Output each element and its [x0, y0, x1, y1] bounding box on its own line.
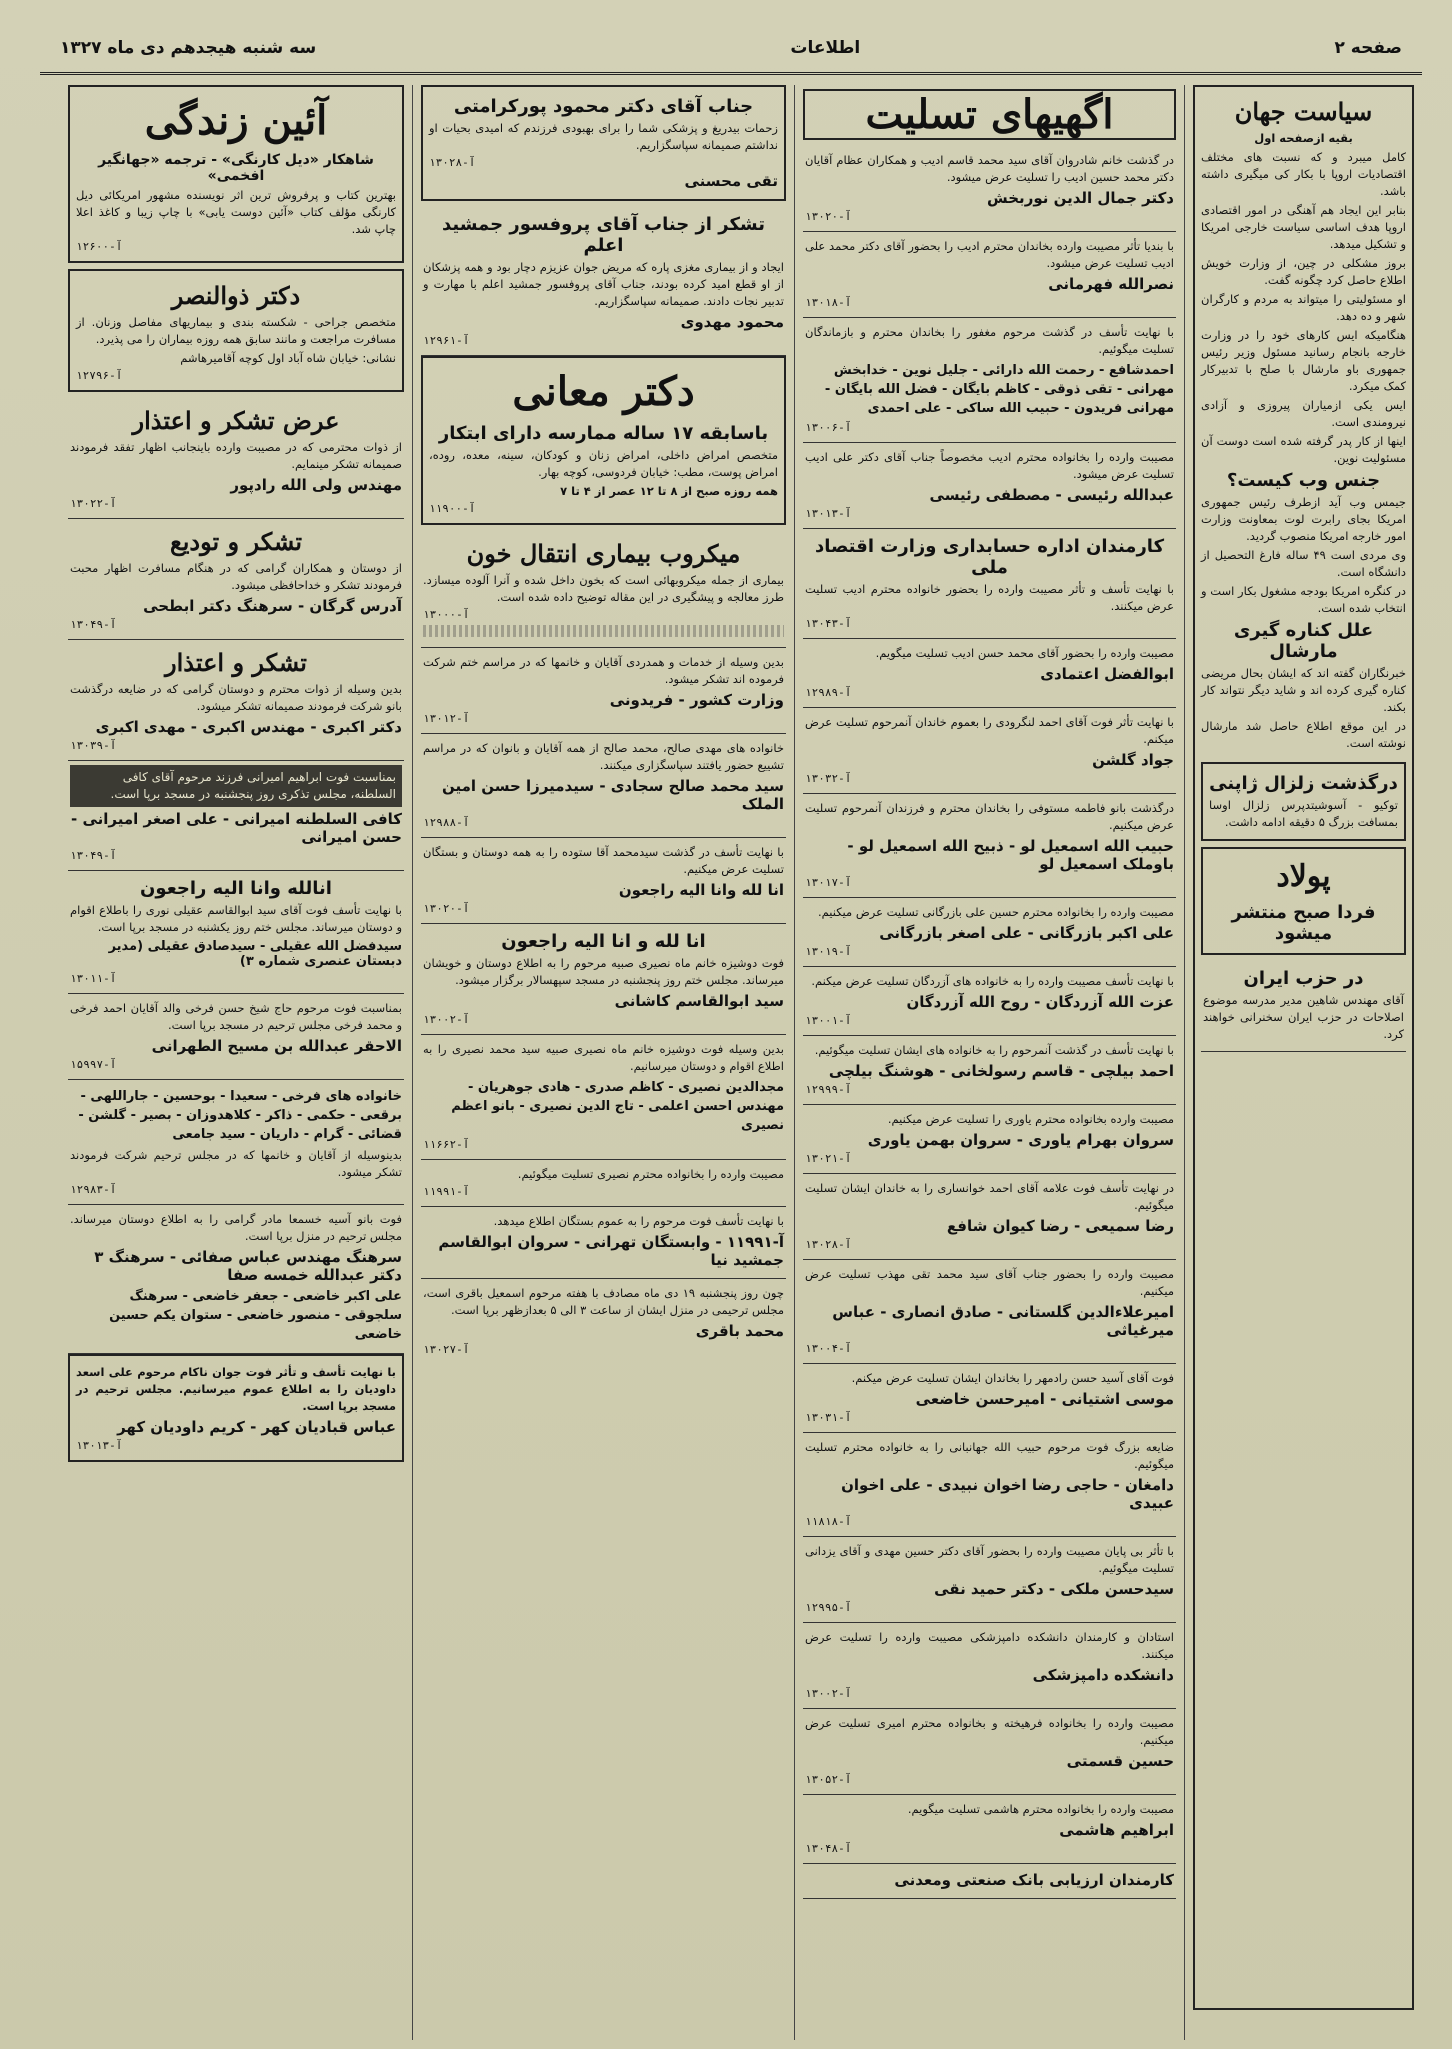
ad-text: درگذشت بانو فاطمه مستوفی را بخاندان محترم و فرزندان آنمرحوم تسلیت عرض میکنیم. — [805, 801, 1174, 832]
ad-text: با نهایت تأسف در گذشت مرحوم مغفور را بخاندان محترم و بازماندگان تسلیت میگوئیم. — [805, 325, 1174, 356]
ad-signature: احمد بیلچی - قاسم رسولخانی - هوشنگ بیلچی — [828, 1062, 1174, 1080]
news-box-pulad — [1201, 847, 1406, 955]
ad-code: آ-۱۳۰۴۹ — [70, 849, 117, 862]
ad-text: مصیبت وارده را بخانواده فرهیخته و بخانواده محترم امیری تسلیت عرض میکنیم. — [805, 1716, 1174, 1747]
ad-tehrani — [421, 1207, 786, 1279]
condolence-ad — [803, 1795, 1176, 1864]
condolence-ad — [803, 1174, 1176, 1260]
ad-code: آ-۱۳۰۰۱ — [805, 1014, 852, 1027]
ad-code: آ-۱۳۰۰۰ — [423, 608, 470, 621]
ad-signature: عبدالله رئیسی - مصطفی رئیسی — [929, 486, 1174, 504]
ad-signature: نصرالله فهرمانی — [1048, 275, 1174, 293]
ad-title: انا لله و انا الیه راجعون — [501, 931, 706, 952]
ad-title: خانواده های فرخی - سعیدا - بوحسین - جاراللهی - برقعی - حکمی - ذاکر - کلاهدوزان - بصیر - گلشن - قضائی - گرام - داریان - سید جامعی — [78, 1089, 402, 1142]
continued-note: بقیه ازصفحه اول — [1254, 131, 1353, 145]
world-politics-box — [1193, 85, 1414, 2010]
ad-code: آ-۱۳۰۱۹ — [805, 945, 852, 958]
ad-code: آ-۱۳۰۲۱ — [805, 1152, 852, 1165]
ad-code: آ-۱۲۹۹۵ — [805, 1601, 852, 1614]
ad-signature: سیدحسن ملکی - دکتر حمید نقی — [934, 1580, 1174, 1598]
ad-families-list — [68, 1080, 404, 1205]
column-world-politics — [1184, 85, 1422, 2040]
paragraph: بروز مشکلی در چین، از وزارت خویش اطلاع حاصل کرد چگونه گفت. — [1201, 256, 1406, 287]
ad-signature: ابراهیم هاشمی — [1059, 1821, 1174, 1839]
ad-code: آ-۱۳۰۳۹ — [70, 739, 117, 752]
ad-text: مصیبت وارده را بخانواده محترم نصیری تسلیت میگوئیم. — [517, 1167, 784, 1181]
paper-name: اطلاعات — [790, 38, 861, 58]
ad-title: میکروب بیماری انتقال خون — [466, 539, 741, 568]
paragraph: بنابر این ایجاد هم آهنگی در امور اقتصادی اروپا هدف اساسی سیاست خارجی امریکا و تشکیل میدهد. — [1201, 203, 1406, 251]
ad-text: با نهایت تأسف فوت مرحوم را به عموم بستگان اطلاع میدهد. — [493, 1214, 784, 1228]
paragraph: در این موقع اطلاع حاصل شد مارشال نوشته است. — [1201, 719, 1406, 750]
ad-signature: دامغان - حاجی رضا اخوان نبیدی - علی اخوان عبیدی — [841, 1476, 1174, 1512]
ad-safai — [68, 1205, 404, 1354]
paragraph: اینها از کار پدر گرفته شده است دوست آن مسئولیت نوین. — [1201, 434, 1406, 465]
box-text: آقای مهندس شاهین مدیر مدرسه موضوع اصلاحات در حزب ایران سخنرانی خواهند کرد. — [1203, 993, 1404, 1041]
ad-signature: سرهنگ مهندس عباس صفائی - سرهنگ ۳ دکتر عبدالله خمسه صفا — [94, 1248, 402, 1284]
condolence-ad — [803, 443, 1176, 529]
ad-names: علی اکبر خاضعی - جعفر خاضعی - سرهنگ سلجوقی - منصور خاضعی - ستوان یکم حسین خاضعی — [109, 1289, 402, 1342]
ad-text: بدین وسیله از خدمات و همدردی آقایان و خانمها که در مراسم ختم شرکت فرموده اند تشکر میشود. — [423, 655, 784, 686]
ad-signature: عزت الله آزردگان - روح الله آزردگان — [906, 993, 1174, 1011]
ad-address: نشانی: خیابان شاه آباد اول کوچه آقامیرهاشم — [180, 351, 396, 365]
ad-code: آ-۱۲۹۸۹ — [805, 686, 852, 699]
paragraph: او مسئولیتی را میتواند به مردم و کارگران شهر و ده دهد. — [1201, 292, 1406, 323]
ad-text: از ذوات محترمی که در مصیبت وارده باینجانب اظهار تفقد فرمودند صمیمانه تشکر مینمایم. — [70, 440, 402, 471]
ad-obituary — [421, 924, 786, 1035]
ad-code: آ-۱۳۰۱۳ — [805, 507, 852, 520]
ad-text: بدین وسیله فوت دوشیزه خانم ماه نصیری صبیه سید محمد نصیری را به اطلاع اقوام و دوستان میرسانیم. — [423, 1042, 784, 1073]
ad-signature: محمد باقری — [695, 1322, 784, 1340]
condolence-ad — [803, 1260, 1176, 1364]
ad-text: با بندیا تأثر مصیبت وارده بخاندان محترم ادیب را بحضور آقای دکتر محمد علی ادیب تسلیت عرض میشود. — [805, 239, 1174, 270]
news-box-party — [1201, 961, 1406, 1052]
ad-signature: سیدفضل الله عقیلی - سیدصادق عقیلی (مدیر دبستان عنصری شماره ۳) — [108, 939, 402, 969]
condolence-ad — [803, 1623, 1176, 1709]
ad-families — [421, 734, 786, 838]
ad-code: آ-۱۳۰۰۲ — [805, 1687, 852, 1700]
ad-title: تشکر از جناب آقای پروفسور جمشید اعلم — [442, 214, 765, 256]
ad-farewell — [68, 519, 404, 640]
box-title: پولاد — [1276, 859, 1331, 894]
paragraph: کامل میبرد و که نسبت های مختلف اقتصادیات اروپا با بکار کی میگیری داشته باشد. — [1201, 150, 1406, 198]
ad-title: آئین زندگی — [144, 97, 328, 144]
column-middle — [412, 85, 794, 2040]
ad-text: با نهایت تأسف در گذشت آنمرحوم را به خانواده های ایشان تسلیت میگوئیم. — [814, 1043, 1174, 1057]
ad-code: آ-۱۳۰۰۶ — [805, 421, 852, 434]
ad-text: مصیبت وارده را بحضور آقای محمد حسن ادیب تسلیت میگویم. — [875, 646, 1174, 660]
ad-doctor-maani — [421, 356, 786, 525]
ad-short — [421, 1160, 786, 1207]
ad-text: در نهایت تأسف فوت علامه آقای احمد خوانساری را به خاندان ایشان تسلیت میگوئیم. — [805, 1181, 1174, 1212]
ad-signature: دکتر جمال الدین نوربخش — [987, 189, 1174, 207]
ad-signature: مهندس ولی الله رادپور — [230, 476, 402, 494]
condolence-ad — [803, 146, 1176, 232]
ad-code: آ-۱۳۰۱۸ — [805, 296, 852, 309]
ad-text: فوت آقای آسید حسن رادمهر را بخاندان ایشان تسلیت عرض میکنم. — [851, 1371, 1174, 1385]
ad-text: مصیبت وارده را بحضور جناب آقای سید محمد تقی مهذب تسلیت عرض میکنیم. — [805, 1267, 1174, 1298]
ad-signature: ابوالفضل اعتمادی — [1040, 665, 1174, 683]
ad-signature: موسی اشتیانی - امیرحسن خاضعی — [915, 1390, 1174, 1408]
condolence-ad — [803, 967, 1176, 1036]
ad-title: انالله وانا الیه راجعون — [140, 878, 332, 899]
ad-code: آ-۱۳۰۲۲ — [70, 497, 117, 510]
ad-code: آ-۱۳۰۱۱ — [70, 972, 117, 985]
condolence-ad — [803, 1364, 1176, 1433]
ad-signature: حسین قسمتی — [1066, 1752, 1174, 1770]
ad-thanks-1 — [68, 398, 404, 519]
ad-text: فوت بانو آسیه خسمعا مادر گرامی را به اطلاع دوستان میرساند. مجلس ترحیم در منزل برپا است. — [70, 1212, 402, 1243]
ad-signature: سید محمد صالح سجادی - سیدمیرزا حسن امین الملک — [441, 777, 784, 813]
ad-text: بمناسبت فوت ابراهیم امیرانی فرزند مرحوم آقای کافی السلطنه، مجلس تذکری روز پنجشنبه در مسجد برپا است. — [70, 765, 402, 807]
ad-signature: محمود مهدوی — [680, 313, 784, 331]
ad-signature: کافی السلطنه امیرانی - علی اصغر امیرانی - حسن امیرانی — [71, 810, 402, 846]
ad-davoodian — [68, 1354, 404, 1462]
ad-hours: همه روزه صبح از ۸ تا ۱۲ عصر از ۴ تا ۷ — [560, 484, 778, 498]
paragraph: جیمس وب آید ازطرف رئیس جمهوری امریکا بجای رابرت لوت بمعاونت وزارت امور خارجه امریکا منصوب گردید. — [1201, 495, 1406, 543]
ad-text: بیماری از جمله میکروبهائی است که بخون داخل شده و آنرا آلوده میسازد. طرز معالجه و پیشگیری در این مقاله توضیح داده شده است. — [423, 573, 784, 604]
ad-names: احمدشافع - رحمت الله دارائی - جلیل نوین - خدابخش مهرانی - تقی ذوقی - کاظم بایگان - فضل الله بایگان - مهرانی فریدون - حبیب الله ساکی - علی احمدی — [824, 363, 1174, 416]
ad-text: با نهایت تأسف و تأثر مصیبت وارده را بحضور خانواده محترم ادیب تسلیت عرض میکنند. — [805, 582, 1174, 613]
column-left — [60, 85, 412, 2040]
ad-code: آ-۱۱۹۰۰ — [429, 502, 476, 515]
news-box-earthquake — [1201, 762, 1406, 841]
ad-text: زحمات بیدریغ و پزشکی شما را برای بهبودی فرزندم که امیدی بحیات او نداشتم صمیمانه سپاسگزاریم. — [429, 121, 778, 152]
ad-text: با تأثر بی پایان مصیبت وارده را بحضور آقای دکتر حسین مهدی و آقای یزدانی تسلیت میگوئیم. — [805, 1544, 1174, 1575]
ad-obituary-nasiri — [421, 1035, 786, 1160]
subheading: جنس وب کیست؟ — [1226, 470, 1381, 491]
ad-code: آ-۱۳۰۳۲ — [805, 772, 852, 785]
ad-code: آ-۱۳۰۲۸ — [805, 1238, 852, 1251]
ad-subtitle: شاهکار «دیل کارنگی» - ترجمه «جهانگیر افخمی» — [98, 152, 374, 184]
ad-thanks-doctor — [421, 85, 786, 201]
ad-signature: آدرس گرگان - سرهنگ دکتر ابطحی — [143, 597, 402, 615]
ad-signature: وزارت کشور - فریدونی — [609, 691, 784, 709]
ad-farrokhi — [68, 994, 404, 1080]
ad-title: جناب آقای دکتر محمود پورکرامتی — [453, 96, 754, 117]
ad-code: آ-۱۳۰۲۰ — [805, 210, 852, 223]
ad-signature: آ-۱۱۹۹۱ - وابستگان تهرانی - سروان ابوالقاسم جمشید نیا — [438, 1233, 784, 1269]
box-title: در حزب ایران — [1243, 968, 1364, 989]
ad-text: در گذشت خانم شادروان آقای سید محمد قاسم ادیب و همکاران عظام آقایان دکتر محمد حسین ادیب را تسلیت عرض میشود. — [805, 153, 1174, 184]
ad-code: آ-۱۵۹۹۷ — [70, 1058, 117, 1071]
condolence-ad — [803, 529, 1176, 639]
ad-thanks-2 — [68, 640, 404, 761]
condolence-ad — [803, 1537, 1176, 1623]
ad-text: با نهایت تأسف فوت آقای سید ابوالقاسم عقیلی نوری را باطلاع اقوام و دوستان میرساند. مجلس ختم روز یکشنبه در مسجد برپا است. — [70, 903, 402, 934]
ad-memorial — [68, 761, 404, 871]
ad-microbe — [421, 531, 786, 648]
ad-text: مصیبت وارده بخانواده محترم یاوری را تسلیت عرض میکنیم. — [887, 1112, 1174, 1126]
paragraph: در کنگره امریکا بودجه مشغول بکار است و انتخاب شده است. — [1201, 584, 1406, 615]
paragraph: وی مردی است ۴۹ ساله فارغ التحصیل از دانشگاه است. — [1201, 548, 1406, 579]
ad-text: بدینوسیله از آقایان و خانمها که در مجلس ترحیم شرکت فرمودند تشکر میشود. — [70, 1148, 402, 1179]
ad-text: مصیبت وارده را بخانواده محترم ادیب مخصوصاً جناب آقای دکتر علی ادیب تسلیت عرض میشود. — [805, 450, 1174, 481]
ad-text: مصیبت وارده را بخانواده محترم هاشمی تسلیت میگویم. — [907, 1802, 1174, 1816]
condolence-ad — [803, 1864, 1176, 1899]
ad-code: آ-۱۳۰۲۷ — [423, 1343, 470, 1356]
section-title: سیاست جهان — [1234, 97, 1373, 126]
ad-code: آ-۱۳۰۴۳ — [805, 617, 852, 630]
ad-interior-ministry — [421, 648, 786, 734]
ad-signature: حبیب الله اسمعیل لو - ذبیح الله اسمعیل لو - باوملک اسمعیل لو — [847, 837, 1174, 873]
ad-title: کارمندان اداره حسابداری وزارت اقتصاد ملی — [814, 536, 1165, 578]
condolence-ad — [803, 794, 1176, 898]
ad-text: استادان و کارمندان دانشکده دامپزشکی مصیبت وارده را تسلیت عرض میکنند. — [805, 1630, 1174, 1661]
subheading: علل کناره گیری مارشال — [1233, 620, 1374, 662]
condolence-ad — [803, 708, 1176, 794]
ad-text: با نهایت تأسف و تأثر فوت جوان ناکام مرحوم علی اسعد داودیان را به اطلاع عموم میرسانیم. مجلس ترحیم در مسجد برپا است. — [76, 1365, 396, 1413]
ad-signature: الاحقر عبدالله بن مسیح الطهرانی — [151, 1037, 402, 1055]
condolence-ad — [803, 639, 1176, 708]
ad-signature: سید ابوالقاسم کاشانی — [614, 992, 784, 1010]
divider — [423, 625, 784, 637]
ad-condolence — [421, 838, 786, 924]
ad-text: از دوستان و همکاران گرامی که در هنگام مسافرت اظهار محبت فرمودند تشکر و خداحافظی میشود. — [70, 561, 402, 592]
ad-code: آ-۱۳۰۱۷ — [805, 876, 852, 889]
ad-code: آ-۱۱۸۱۸ — [805, 1515, 852, 1528]
ad-obituary-aghili — [68, 871, 404, 994]
condolence-ad — [803, 1433, 1176, 1537]
ad-signature: عباس قبادیان کهر - کریم داودیان کهر — [117, 1418, 396, 1436]
box-subtitle: فردا صبح منتشر میشود — [1231, 902, 1376, 944]
ad-code: آ-۱۳۰۰۲ — [423, 1013, 470, 1026]
ad-doctor — [68, 269, 404, 392]
paragraph: ایس یکی ازمیاران پیروزی و آزادی نیرومندی است. — [1201, 398, 1406, 429]
box-title: درگذشت زلزال ژاپنی — [1209, 773, 1398, 794]
page-label: صفحه ۲ — [1334, 38, 1402, 58]
ad-text: بهترین کتاب و پرفروش ترین اثر نویسنده مشهور امریکائی دیل کارنگی مؤلف کتاب «آئین دوست یابی» با چاپ زیبا و کاغذ اعلا چاپ شد. — [76, 188, 396, 236]
ad-bagheri — [421, 1279, 786, 1364]
condolence-ad — [803, 898, 1176, 967]
ad-signature: جواد گلشن — [1092, 751, 1174, 769]
ad-book — [68, 85, 404, 263]
condolence-ads — [803, 146, 1176, 1899]
ad-text: متخصص جراحی - شکسته بندی و بیماریهای مفاصل وزنان. از مسافرت مراجعت و مانند سابق همه روزه بیماران را می پذیرد. — [76, 315, 396, 346]
box-text: توکیو - آسوشیتدپرس زلزال اوسا بمسافت بزرگ ۵ دقیقه ادامه داشت. — [1209, 798, 1398, 829]
ad-code: آ-۱۳۰۴۸ — [805, 1842, 852, 1855]
ad-thanks-professor — [421, 207, 786, 356]
ad-text: با نهایت تأسف مصیبت وارده را به خانواده های آزردگان تسلیت عرض میکنم. — [811, 974, 1174, 988]
ad-code: آ-۱۲۶۰۰ — [76, 240, 123, 253]
ad-title: دکتر ذوالنصر — [171, 281, 301, 310]
ad-code: آ-۱۳۰۱۳ — [76, 1439, 123, 1452]
condolence-ad — [803, 232, 1176, 318]
ad-code: آ-۱۳۰۰۴ — [805, 1342, 852, 1355]
ad-code: آ-۱۳۰۲۰ — [423, 902, 470, 915]
ad-signature: تقی محسنی — [684, 172, 778, 190]
ad-code: آ-۱۲۷۹۶ — [76, 369, 123, 382]
condolence-ad — [803, 1105, 1176, 1174]
ad-text: فوت دوشیزه خانم ماه نصیری صبیه مرحوم را به اطلاع دوستان و خویشان میرساند. مجلس ختم روز پنجشنبه در مسجد سپهسالار برگزار میشود. — [423, 956, 784, 987]
ad-code: آ-۱۱۶۶۲ — [423, 1138, 470, 1151]
ad-code: آ-۱۳۰۳۱ — [805, 1411, 852, 1424]
condolence-ad — [803, 318, 1176, 443]
ad-subtitle: باسابقه ۱۷ ساله ممارسه دارای ابتکار — [438, 423, 769, 444]
masthead — [40, 28, 1422, 75]
ad-code: آ-۱۳۰۵۲ — [805, 1773, 852, 1786]
ad-text: بدین وسیله از ذوات محترم و دوستان گرامی که در ضایعه درگذشت بانو شرکت فرمودند صمیمانه تشکر میشود. — [70, 682, 402, 713]
ad-text: چون روز پنجشنبه ۱۹ دی ماه مصادف با هفته مرحوم اسمعیل باقری است، مجلس ترحیمی در منزل ایشان از ساعت ۳ الی ۵ بعدازظهر برپا است. — [423, 1286, 784, 1317]
ad-text: متخصص امراض داخلی، امراض زنان و کودکان، سینه، معده، روده، امراض پوست، مطب: خیابان فردوسی، کوچه بهار. — [429, 448, 778, 479]
ad-title: تشکر و اعتذار — [165, 648, 307, 677]
condolence-title: اگهیهای تسلیت — [803, 89, 1176, 140]
ad-code: آ-۱۲۹۸۳ — [70, 1183, 117, 1196]
ad-code: آ-۱۲۹۹۹ — [805, 1083, 852, 1096]
condolence-ad — [803, 1709, 1176, 1795]
ad-text: بمناسبت فوت مرحوم حاج شیخ حسن فرخی والد آقایان احمد فرخی و محمد فرخی مجلس ترحیم در مسجد برپا است. — [70, 1001, 402, 1032]
ad-text: ایجاد و از بیماری مغزی پاره که مریض جوان عزیزم دچار بود و همه پزشکان از او قطع امید کرده بودند، جناب آقای پروفسور جمشید اعلم با مهارت و تدبیر نجات دادند. صمیمانه سپاسگزاریم. — [423, 260, 784, 308]
ad-signature: دانشکده دامپزشکی — [1032, 1666, 1174, 1684]
ad-code: آ-۱۲۹۸۸ — [423, 816, 470, 829]
ad-signature: رضا سمیعی - رضا کیوان شافع — [946, 1217, 1174, 1235]
ad-signature: انا لله وانا الیه راجعون — [618, 881, 784, 899]
ad-code: آ-۱۳۰۴۹ — [70, 618, 117, 631]
ad-signature: علی اکبر بازرگانی - علی اصغر بازرگانی — [879, 924, 1174, 942]
ad-code: آ-۱۲۹۶۱ — [423, 334, 470, 347]
column-condolences — [794, 85, 1184, 2040]
ad-title: عرض تشکر و اعتذار — [132, 406, 340, 435]
paragraph: خبرنگاران گفته اند که ایشان بحال مریضی کناره گیری کرده اند و شاید دیگر نتواند کار بکند. — [1201, 666, 1406, 714]
ad-code: آ-۱۳۰۱۲ — [423, 712, 470, 725]
ad-code: آ-۱۳۰۲۸ — [429, 156, 476, 169]
ad-text: ضایعه بزرگ فوت مرحوم حبیب الله جهانبانی را به خانواده محترم تسلیت میگوئیم. — [805, 1440, 1174, 1471]
ad-title: دکتر معانی — [512, 368, 695, 415]
ad-names: مجدالدین نصیری - کاظم صدری - هادی جوهریان - مهندس احسن اعلمی - تاج الدین نصیری - بانو اعظم نصیری — [451, 1080, 784, 1133]
paragraph: هنگامیکه ایس کارهای خود را در وزارت خارجه بانجام رسانید مسئول وزیر رئیس جمهوری باو مارشال با صلح با تدبیرکار کمک میکرد. — [1201, 328, 1406, 393]
condolence-ad — [803, 1036, 1176, 1105]
ad-title: تشکر و تودیع — [169, 527, 303, 556]
ad-text: با نهایت تأثر فوت آقای احمد لنگرودی را بعموم خاندان آنمرحوم تسلیت عرض میکنم. — [805, 715, 1174, 746]
columns — [40, 85, 1422, 2040]
ad-text: مصیبت وارده را بخانواده محترم حسین علی بازرگانی تسلیت عرض میکنیم. — [817, 905, 1174, 919]
ad-text: خانواده های مهدی صالح، محمد صالح از همه آقایان و بانوان که در مراسم تشییع حضور یافتند سپاسگزاری میکنند. — [423, 741, 784, 772]
issue-date: سه شنبه هیجدهم دی ماه ۱۳۲۷ — [60, 38, 317, 58]
ad-signature: دکتر اکبری - مهندس اکبری - مهدی اکبری — [95, 718, 402, 736]
ad-code: آ-۱۱۹۹۱ — [423, 1185, 470, 1198]
ad-signature: امیرعلاءالدین گلستانی - صادق انصاری - عباس میرغیاثی — [832, 1303, 1174, 1339]
ad-text: با نهایت تأسف در گذشت سیدمحمد آقا ستوده را به همه دوستان و بستگان تسلیت عرض میکنیم. — [423, 845, 784, 876]
ad-signature: کارمندان ارزیابی بانک صنعتی ومعدنی — [894, 1871, 1174, 1889]
ad-signature: سروان بهرام یاوری - سروان بهمن یاوری — [867, 1131, 1174, 1149]
